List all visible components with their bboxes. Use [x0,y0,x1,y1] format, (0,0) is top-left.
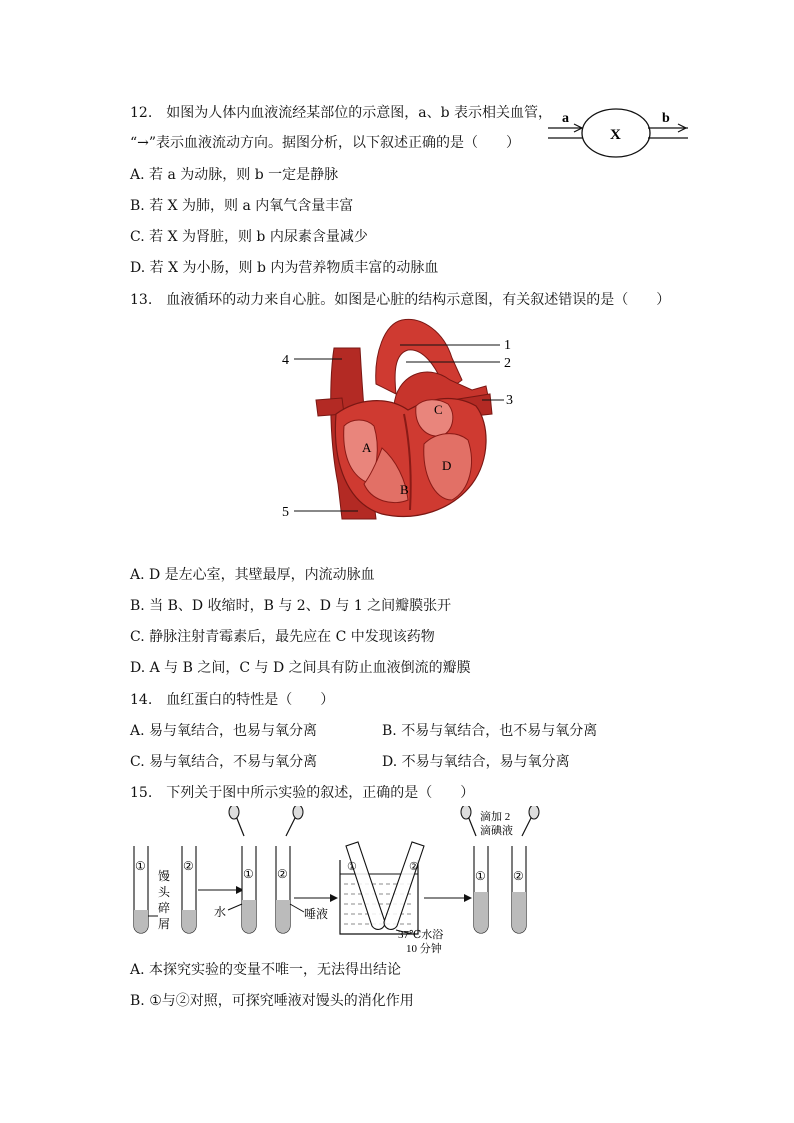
q12-organ-figure [544,98,694,174]
heart-label-2: 2 [504,356,511,371]
bath-label-2: ② [409,861,419,873]
food-label-3: 碎 [158,901,171,915]
q14-option-b: B. 不易与氧结合，也不易与氧分离 [382,723,598,739]
q12-label-b: b [662,111,670,126]
iodine-label-2: 滴碘液 [480,825,513,837]
food-label-4: 屑 [158,917,171,931]
bath-temperature: 37℃水浴 [398,929,444,941]
q12-stem-line2: “→”表示血液流动方向。据图分析，以下叙述正确的是（ ） [130,135,521,151]
heart-label-4: 4 [282,353,289,368]
step4-label-1: ① [475,869,486,883]
q15-option-b: B. ①与②对照，可探究唾液对馒头的消化作用 [130,993,414,1009]
q12-label-x: X [610,127,621,143]
iodine-label-1: 滴加 2 [480,811,511,823]
q12-stem-line1: 12. 如图为人体内血液流经某部位的示意图，a、b 表示相关血管， [130,105,553,121]
q15-option-a: A. 本探究实验的变量不唯一，无法得出结论 [130,962,402,978]
q13-option-b: B. 当 B、D 收缩时，B 与 2、D 与 1 之间瓣膜张开 [130,598,452,614]
q13-stem: 13. 血液循环的动力来自心脏。如图是心脏的结构示意图，有关叙述错误的是（ ） [130,292,671,308]
q13-option-d: D. A 与 B 之间，C 与 D 之间具有防止血液倒流的瓣膜 [130,660,471,676]
q12-label-a: a [562,111,569,126]
heart-chamber-c: C [434,402,443,417]
q14-stem: 14. 血红蛋白的特性是（ ） [130,692,335,708]
q12-option-b: B. 若 X 为肺，则 a 内氧气含量丰富 [130,198,354,214]
heart-chamber-d: D [442,458,452,473]
heart-label-1: 1 [504,338,511,353]
heart-label-3: 3 [506,393,513,408]
q14-option-a: A. 易与氧结合，也易与氧分离 [130,723,318,739]
q15-experiment-figure [126,806,546,954]
heart-figure [276,314,526,534]
q14-option-d: D. 不易与氧结合，易与氧分离 [382,754,570,770]
heart-label-5: 5 [282,505,289,520]
food-label-1: 馒 [158,869,171,883]
heart-chamber-b: B [400,482,409,497]
q13-option-a: A. D 是左心室，其壁最厚，内流动脉血 [130,567,375,583]
bath-duration: 10 分钟 [406,943,442,954]
step1-label-2: ② [183,859,194,873]
step2-label-1: ① [243,867,254,881]
water-bath-beaker [340,842,424,934]
q12-option-a: A. 若 a 为动脉，则 b 一定是静脉 [130,167,339,183]
q14-option-c: C. 易与氧结合，不易与氧分离 [130,754,318,770]
step4-label-2: ② [513,869,524,883]
water-label: 水 [214,905,227,919]
heart-chamber-a: A [362,440,372,455]
food-label-2: 头 [158,885,171,899]
bath-label-1: ① [347,861,357,873]
step1-label-1: ① [135,859,146,873]
q13-option-c: C. 静脉注射青霉素后，最先应在 C 中发现该药物 [130,629,435,645]
saliva-label: 唾液 [304,907,329,921]
q12-option-c: C. 若 X 为肾脏，则 b 内尿素含量减少 [130,229,368,245]
step2-label-2: ② [277,867,288,881]
q15-stem: 15. 下列关于图中所示实验的叙述，正确的是（ ） [130,785,475,801]
q12-option-d: D. 若 X 为小肠，则 b 内为营养物质丰富的动脉血 [130,260,439,276]
